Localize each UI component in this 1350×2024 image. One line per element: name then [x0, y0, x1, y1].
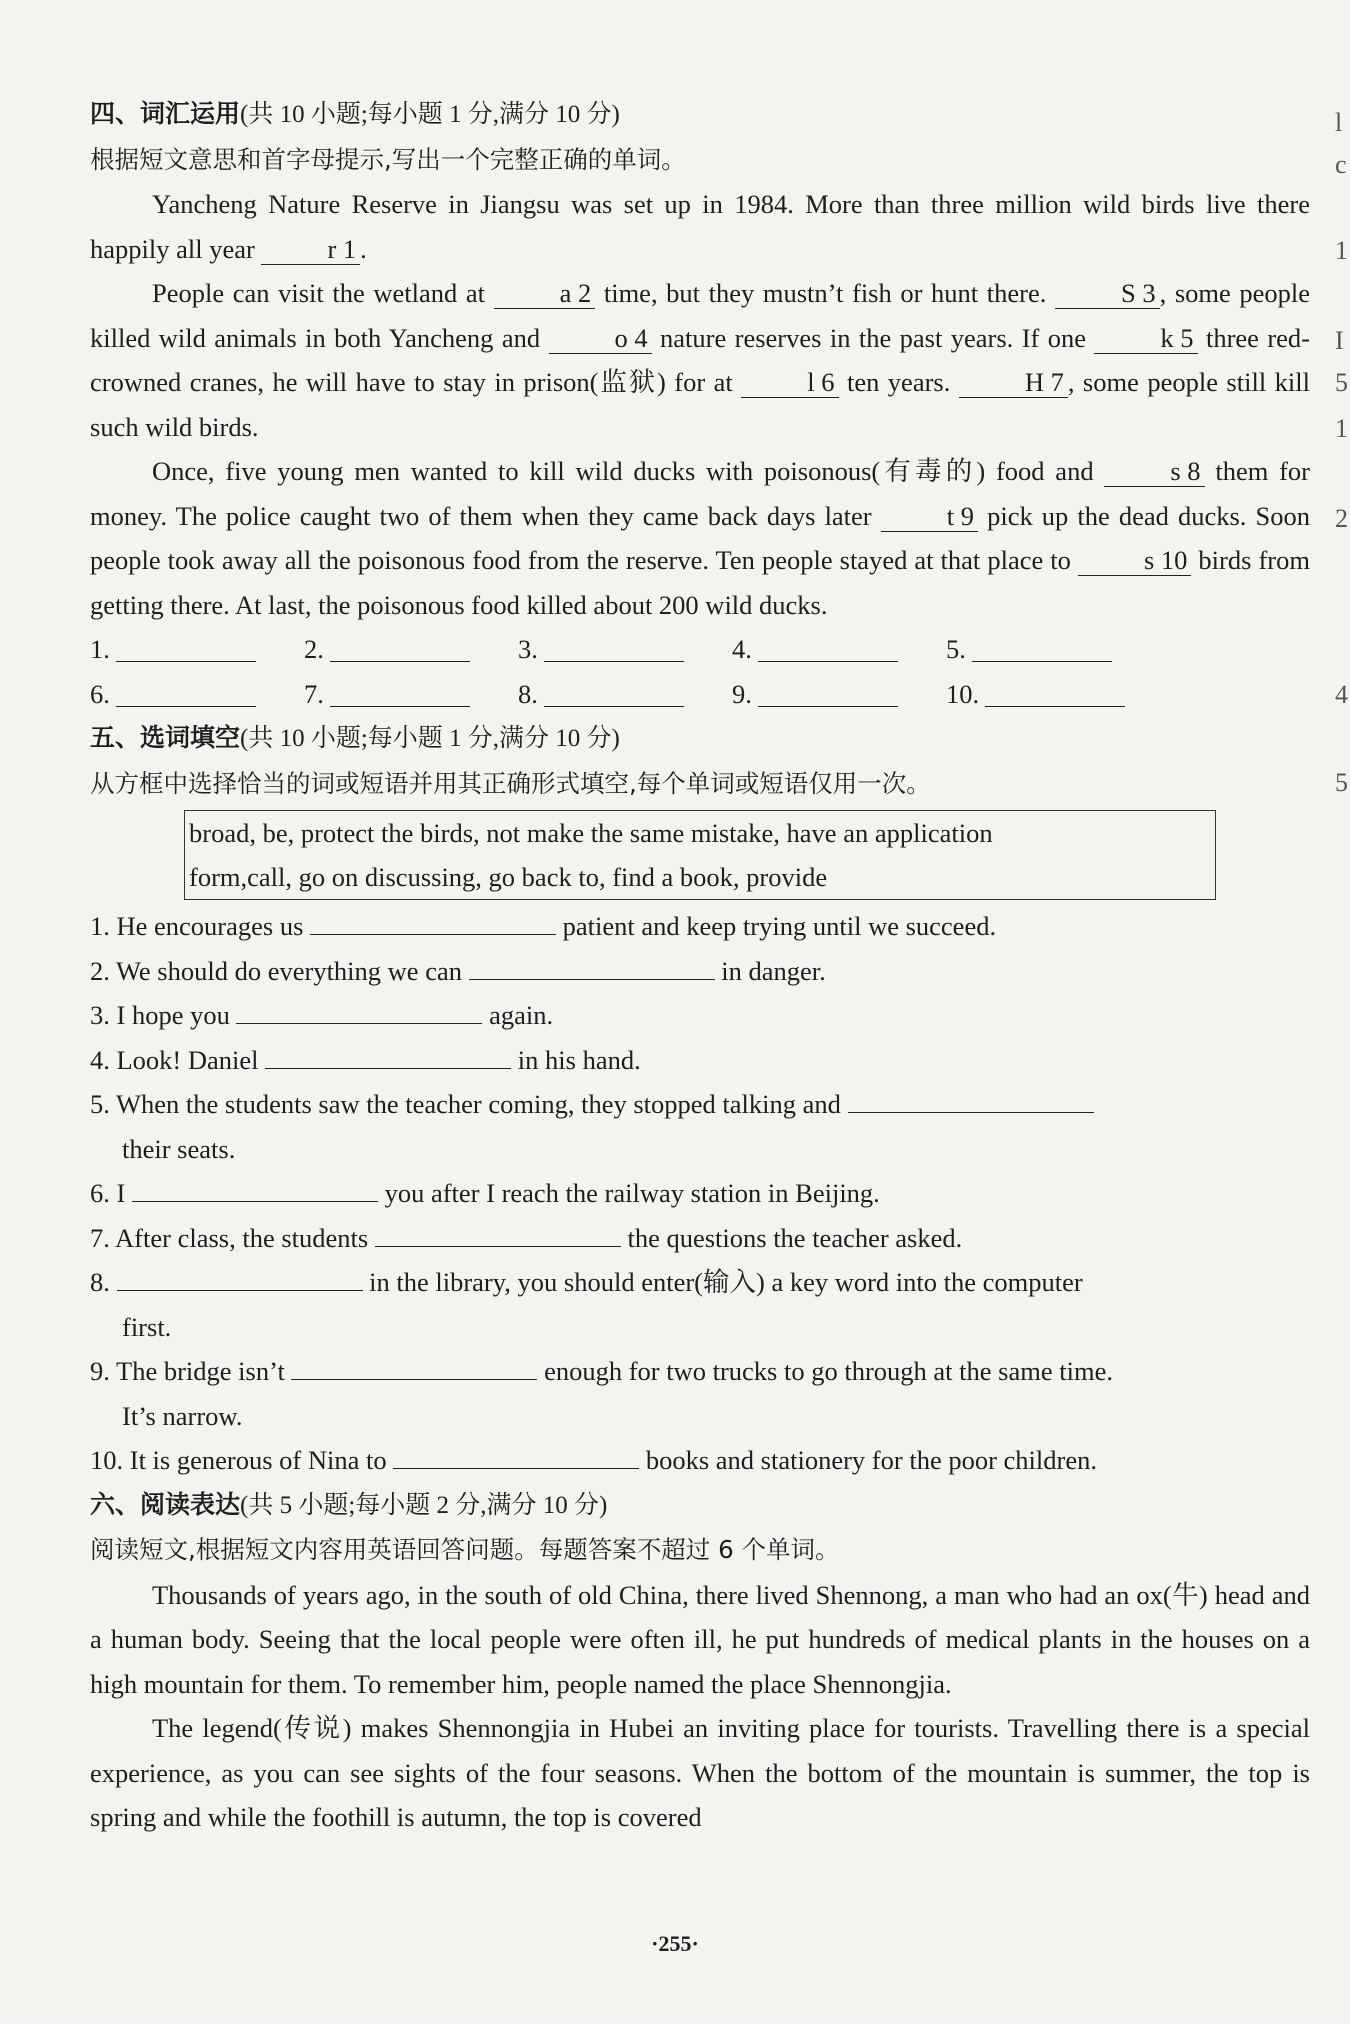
answer-label: 8.: [518, 678, 538, 709]
reading-paragraph: Thousands of years ago, in the south of old China, there lived Shennong, a man who had an ox(牛) head and a human body. Seeing that the local people were often ill, he put hundreds of medical plants in the houses on a high mountain for them. To remember him, people named the place Shennongjia.: [90, 1579, 1310, 1699]
question-text: patient and keep trying until we succeed.: [556, 911, 997, 941]
passage-text: pick up the dead ducks. Soon people took away all the poisonous food from the reserve. Ten people stayed at that place to: [90, 500, 1310, 575]
question-text: 2. We should do everything we can: [90, 955, 469, 986]
answer-row: [90, 627, 1190, 672]
section-title: 六、阅读表达: [90, 1489, 241, 1519]
answer-slot: [304, 672, 518, 717]
answer-slot: [732, 627, 946, 672]
answer-line[interactable]: [116, 631, 256, 662]
section-5-instruction: 从方框中选择恰当的词或短语并用其正确形式填空,每个单词或短语仅用一次。: [90, 768, 931, 798]
passage-text: them for money. The police caught two of them when they came back days later: [90, 456, 1311, 531]
bleed-through-mark: 4: [1335, 680, 1348, 709]
question-10: [90, 1438, 1310, 1483]
answer-slot: [518, 672, 732, 717]
answer-blank[interactable]: [265, 1068, 511, 1069]
question-text: 9. The bridge isn’t: [90, 1356, 292, 1386]
answer-slot: [946, 672, 1160, 717]
question-6: [90, 1171, 1310, 1216]
answer-blank[interactable]: [236, 1023, 482, 1024]
question-8: [90, 1260, 1310, 1305]
question-text: 7. After class, the students: [90, 1222, 375, 1253]
answer-line[interactable]: [330, 631, 470, 662]
blank-5[interactable]: k 5: [1094, 323, 1197, 354]
question-7: [90, 1216, 1310, 1261]
answer-blank[interactable]: [469, 979, 715, 980]
answer-line[interactable]: [116, 676, 256, 707]
answer-slot: [518, 627, 732, 672]
question-text: 4. Look! Daniel: [90, 1044, 266, 1075]
question-text: books and stationery for the poor children.: [639, 1445, 1097, 1475]
section-4-heading: [90, 92, 1310, 138]
reading-paragraph: The legend(传说) makes Shennongjia in Hubei an inviting place for tourists. Travelling there is a special experience, as you can see sights of the four seasons. When the bottom of the mountain is summer, the top is spring and while the foothill is autumn, the top is covered: [90, 1713, 1310, 1832]
question-text: 8.: [90, 1267, 117, 1297]
question-text: in his hand.: [511, 1044, 641, 1075]
bleed-through-mark: I: [1335, 326, 1344, 355]
answer-line[interactable]: [544, 631, 684, 662]
question-9: [90, 1349, 1310, 1394]
answer-label: 10.: [946, 678, 980, 709]
word-bank-box: [184, 810, 1216, 900]
section-score-note: (共 5 小题;每小题 2 分,满分 10 分): [240, 1491, 608, 1519]
word-bank-line: broad, be, protect the birds, not make the same mistake, have an application: [189, 818, 993, 848]
answer-row: [90, 672, 1190, 717]
question-text: 5. When the students saw the teacher coming, they stopped talking and: [90, 1089, 848, 1119]
section-score-note: (共 10 小题;每小题 1 分,满分 10 分): [240, 725, 620, 752]
question-5-cont: their seats.: [122, 1133, 236, 1164]
answer-blank[interactable]: [310, 934, 556, 935]
answer-slot: [946, 627, 1160, 672]
bleed-through-mark: 1: [1335, 236, 1348, 265]
bleed-through-mark: 5: [1335, 368, 1348, 397]
answer-blank[interactable]: [132, 1201, 378, 1202]
answer-line[interactable]: [758, 676, 898, 707]
answer-line[interactable]: [330, 676, 470, 707]
answer-slot: [90, 672, 304, 717]
page-number: ·255·: [651, 1931, 699, 1956]
passage-paragraph: [90, 182, 1310, 271]
word-bank-line: form,call, go on discussing, go back to, find a book, provide: [189, 862, 828, 892]
question-5: [90, 1082, 1310, 1127]
bleed-through-mark: 5: [1335, 768, 1348, 797]
section-6-instruction: 阅读短文,根据短文内容用英语回答问题。每题答案不超过 6 个单词。: [90, 1535, 840, 1564]
bleed-through-mark: 2: [1335, 504, 1348, 533]
answer-slot: [732, 672, 946, 717]
section-score-note: (共 10 小题;每小题 1 分,满分 10 分): [240, 101, 620, 128]
passage-text: , some people killed wild animals in both Yancheng and: [90, 278, 1310, 353]
answer-line[interactable]: [758, 631, 898, 662]
passage-text: Yancheng Nature Reserve in Jiangsu was set up in 1984. More than three million wild birds live there happily all year: [90, 189, 1310, 264]
question-text: you after I reach the railway station in Beijing.: [377, 1178, 880, 1208]
question-8-cont: first.: [122, 1311, 172, 1342]
bleed-through-mark: 1: [1335, 414, 1348, 443]
passage-text: nature reserves in the past years. If one: [651, 322, 1095, 353]
answer-line[interactable]: [544, 676, 684, 707]
answer-slot: [90, 627, 304, 672]
answer-label: 5.: [946, 634, 966, 664]
bleed-through-mark: c: [1335, 150, 1347, 179]
passage-text: People can visit the wetland at: [152, 278, 494, 308]
answer-label: 4.: [732, 634, 752, 664]
question-text: in the library, you should enter(输入) a key word into the computer: [362, 1267, 1083, 1297]
section-6-heading: [90, 1483, 1310, 1529]
question-text: enough for two trucks to go through at the same time.: [537, 1356, 1113, 1386]
question-1: [90, 904, 1310, 949]
blank-1[interactable]: r 1: [261, 234, 360, 265]
answer-blank[interactable]: [375, 1246, 621, 1247]
answer-blank[interactable]: [848, 1112, 1094, 1113]
question-text: again.: [482, 1000, 554, 1030]
question-text: 1. He encourages us: [90, 911, 311, 941]
blank-3[interactable]: S 3: [1055, 278, 1160, 309]
answer-label: 9.: [732, 678, 752, 709]
passage-paragraph: [90, 271, 1310, 449]
question-text: 6. I: [90, 1178, 132, 1208]
answer-line[interactable]: [985, 676, 1125, 707]
blank-10[interactable]: s 10: [1078, 545, 1191, 576]
worksheet-page: [90, 92, 1310, 1840]
passage-text: , some people still kill such wild birds.: [90, 367, 1310, 442]
answer-label: 7.: [304, 678, 324, 709]
section-4-instruction: 根据短文意思和首字母提示,写出一个完整正确的单词。: [90, 144, 686, 174]
section-title: 四、词汇运用: [90, 99, 241, 128]
passage-text: .: [360, 233, 367, 264]
blank-2[interactable]: a 2: [494, 278, 596, 309]
passage-text: three red-crowned cranes, he will have to stay in prison(监狱) for at: [90, 322, 1310, 397]
question-text: in danger.: [714, 955, 826, 986]
question-text: the questions the teacher asked.: [620, 1222, 963, 1253]
question-4: [90, 1038, 1310, 1083]
passage-text: Once, five young men wanted to kill wild ducks with poisonous(有毒的) food and: [152, 456, 1105, 486]
answer-line[interactable]: [972, 631, 1112, 662]
answer-slot: [304, 627, 518, 672]
answer-blank[interactable]: [393, 1468, 639, 1469]
answer-label: 6.: [90, 678, 110, 709]
blank-8[interactable]: s 8: [1104, 456, 1204, 487]
question-3: [90, 993, 1310, 1038]
answer-label: 2.: [304, 634, 324, 664]
answer-label: 1.: [90, 634, 110, 664]
question-9-cont: It’s narrow.: [122, 1400, 243, 1431]
passage-text: time, but they mustn’t fish or hunt there.: [595, 278, 1055, 308]
section-title: 五、选词填空: [90, 723, 241, 752]
blank-7[interactable]: H 7: [959, 367, 1068, 398]
passage-text: birds from getting there. At last, the poisonous food killed about 200 wild ducks.: [90, 545, 1310, 620]
bleed-through-mark: l: [1335, 108, 1343, 137]
blank-9[interactable]: t 9: [881, 501, 978, 532]
answer-label: 3.: [518, 634, 538, 664]
question-text: 3. I hope you: [90, 1000, 237, 1030]
question-text: 10. It is generous of Nina to: [90, 1445, 394, 1475]
blank-4[interactable]: o 4: [549, 323, 652, 354]
section-5-heading: [90, 716, 1310, 762]
passage-text: ten years.: [838, 367, 959, 397]
answer-blank[interactable]: [117, 1290, 363, 1291]
answer-blank[interactable]: [291, 1379, 537, 1380]
passage-paragraph: [90, 449, 1310, 627]
question-2: [90, 949, 1310, 994]
blank-6[interactable]: l 6: [741, 367, 838, 398]
